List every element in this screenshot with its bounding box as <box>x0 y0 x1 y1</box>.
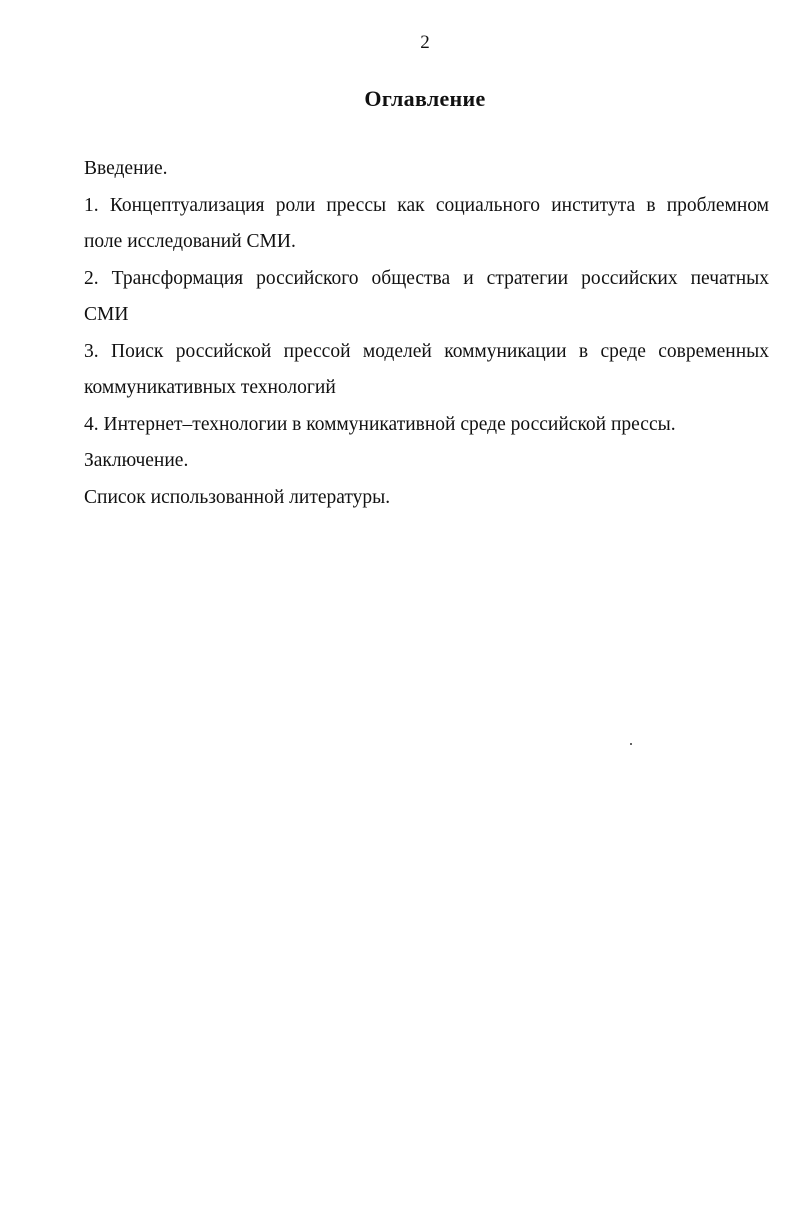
table-of-contents <box>84 151 769 516</box>
toc-introduction: Введение. <box>84 158 168 179</box>
toc-chapter-3-line-2: коммуникативных технологий <box>84 377 336 398</box>
toc-chapter-1-line-2: поле исследований СМИ. <box>84 231 296 252</box>
page-title: Оглавление <box>364 86 486 111</box>
toc-chapter-4: 4. Интернет–технологии в коммуникативной среде российской прессы. <box>84 413 676 435</box>
toc-conclusion: Заключение. <box>84 450 189 471</box>
toc-chapter-2-line-1: 2. Трансформация российского общества и стратегии российских печатных <box>84 267 769 289</box>
scan-artifact-dot <box>630 743 632 745</box>
toc-chapter-2-line-2: СМИ <box>84 304 129 325</box>
toc-bibliography: Список использованной литературы. <box>84 486 391 508</box>
toc-chapter-3-line-1: 3. Поиск российской прессой моделей коммуникации в среде современных <box>84 340 769 362</box>
toc-chapter-1-line-1: 1. Концептуализация роли прессы как социального института в проблемном <box>84 194 769 216</box>
page-number: 2 <box>420 32 430 53</box>
